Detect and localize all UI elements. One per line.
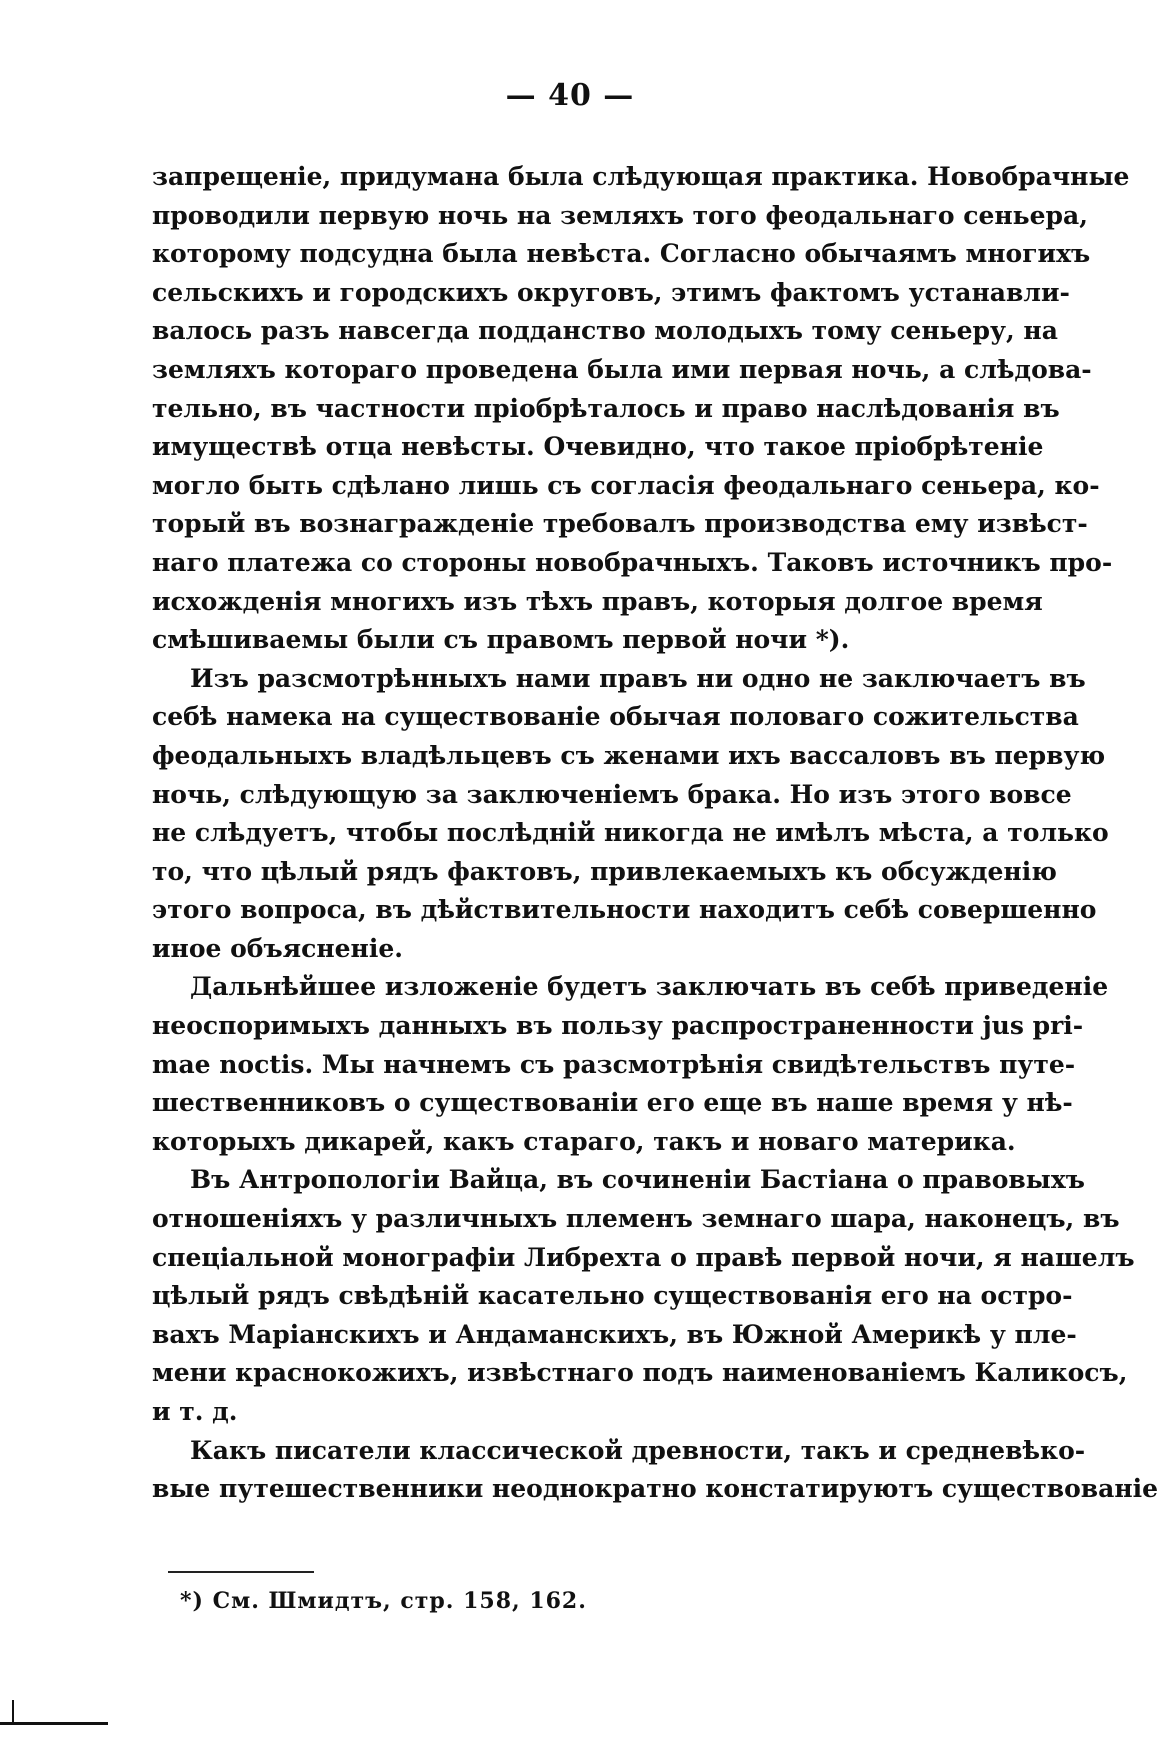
text-line: запрещеніе, придумана была слѣдующая практика. Новобрачные	[152, 162, 1130, 191]
text-line: исхожденія многихъ изъ тѣхъ правъ, которыя долгое время	[152, 586, 1043, 616]
text-line: феодальныхъ владѣльцевъ съ женами ихъ вассаловъ въ первую	[152, 740, 1106, 770]
scan-edge-rule	[0, 1722, 108, 1725]
text-line: которыхъ дикарей, какъ стараго, такъ и новаго материка.	[152, 1126, 1016, 1156]
text-line: проводили первую ночь на земляхъ того феодальнаго сеньера,	[152, 200, 1088, 230]
text-line: смѣшиваемы были съ правомъ первой ночи *).	[152, 625, 850, 655]
text-line: земляхъ котораго проведена была ими первая ночь, а слѣдова-	[152, 354, 1092, 384]
text-line: Изъ разсмотрѣнныхъ нами правъ ни одно не заключаетъ въ	[190, 663, 1086, 693]
text-line: неоспоримыхъ данныхъ въ пользу распространенности jus pri-	[152, 1011, 1084, 1041]
text-line: имуществѣ отца невѣсты. Очевидно, что такое пріобрѣтеніе	[152, 432, 1044, 462]
text-line: вые путешественники неоднократно констатируютъ существованіе	[152, 1474, 1158, 1504]
text-line: шественниковъ о существованіи его еще въ наше время у нѣ-	[152, 1088, 1073, 1118]
paragraph-5	[152, 1432, 1158, 1509]
paragraph-2	[152, 660, 1109, 969]
text-line: отношеніяхъ у различныхъ племенъ земнаго шара, наконецъ, въ	[152, 1204, 1120, 1234]
paragraph-3	[152, 968, 1109, 1161]
footnote-marker: *)	[180, 1588, 204, 1614]
text-line: валось разъ навсегда подданство молодыхъ тому сеньеру, на	[152, 316, 1058, 346]
text-line: mae noctis. Мы начнемъ съ разсмотрѣнія свидѣтельствъ путе-	[152, 1049, 1076, 1079]
text-line: этого вопроса, въ дѣйствительности находитъ себѣ совершенно	[152, 895, 1097, 925]
text-line: могло быть сдѣлано лишь съ согласія феодальнаго сеньера, ко-	[152, 470, 1100, 500]
text-line: не слѣдуетъ, чтобы послѣдній никогда не имѣлъ мѣста, а только	[152, 818, 1109, 848]
text-line: вахъ Маріанскихъ и Андаманскихъ, въ Южной Америкѣ у пле-	[152, 1319, 1077, 1349]
text-line: тельно, въ частности пріобрѣталось и право наслѣдованія въ	[152, 393, 1060, 423]
scan-edge-mark	[12, 1700, 14, 1724]
text-line: сельскихъ и городскихъ округовъ, этимъ фактомъ устанавли-	[152, 277, 1070, 307]
text-line: ночь, слѣдующую за заключеніемъ брака. Но изъ этого вовсе	[152, 779, 1072, 809]
paragraph-1	[152, 158, 1130, 660]
text-line: торый въ вознагражденіе требовалъ производства ему извѣст-	[152, 509, 1088, 539]
paragraph-4	[152, 1161, 1135, 1431]
footnote-divider	[168, 1571, 314, 1573]
text-line: мени краснокожихъ, извѣстнаго подъ наименованіемъ Каликосъ,	[152, 1358, 1128, 1388]
text-line: и т. д.	[152, 1397, 238, 1426]
text-line: цѣлый рядъ свѣдѣній касательно существованія его на остро-	[152, 1281, 1073, 1311]
text-line: то, что цѣлый рядъ фактовъ, привлекаемыхъ къ обсужденію	[152, 856, 1057, 886]
text-line: которому подсудна была невѣста. Согласно обычаямъ многихъ	[152, 239, 1091, 269]
text-line: наго платежа со стороны новобрачныхъ. Таковъ источникъ про-	[152, 547, 1113, 577]
text-line: иное объясненіе.	[152, 933, 403, 963]
text-line: Въ Антропологіи Вайца, въ сочиненіи Бастіана о правовыхъ	[190, 1165, 1085, 1195]
footnote-text: См. Шмидтъ, стр. 158, 162.	[212, 1588, 587, 1614]
footnote	[180, 1588, 587, 1614]
page-number: — 40 —	[505, 78, 635, 113]
body-text	[152, 158, 1158, 1509]
text-line: спеціальной монографіи Либрехта о правѣ первой ночи, я нашелъ	[152, 1242, 1135, 1272]
text-line: Дальнѣйшее изложеніе будетъ заключать въ себѣ приведеніе	[190, 972, 1109, 1002]
text-line: себѣ намека на существованіе обычая половаго сожительства	[152, 702, 1079, 732]
text-line: Какъ писатели классической древности, такъ и средневѣко-	[190, 1435, 1086, 1465]
